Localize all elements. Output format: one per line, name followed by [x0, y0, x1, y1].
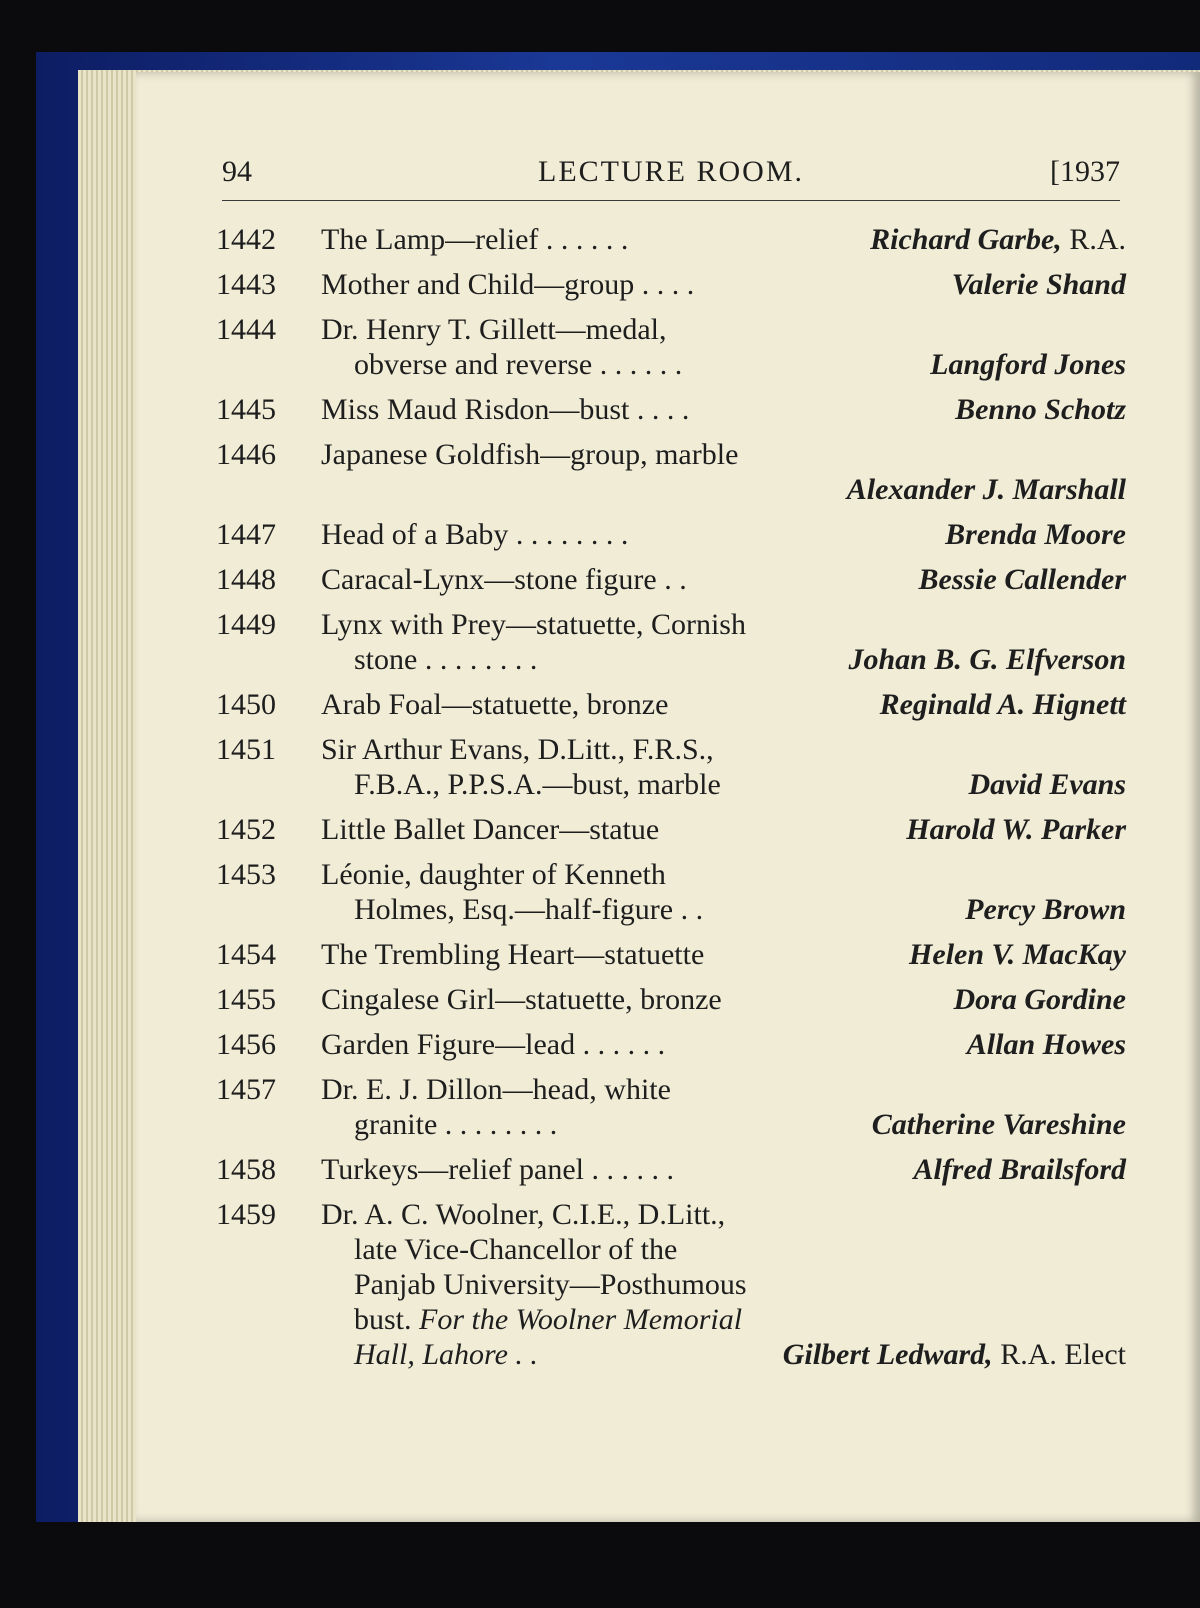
catalogue-entry: [216, 562, 1126, 597]
entry-number: 1445: [216, 393, 276, 426]
entry-number: 1448: [216, 563, 276, 596]
entry-artist: Alfred Brailsford: [913, 1153, 1126, 1186]
entry-title: stone . . . . . . . .: [354, 643, 538, 676]
entry-title: Dr. Henry T. Gillett—medal,: [321, 313, 667, 346]
entry-title: Cingalese Girl—statuette, bronze: [321, 983, 722, 1016]
entry-number: 1446: [216, 438, 276, 471]
entry-artist: Alexander J. Marshall: [846, 473, 1126, 506]
entry-artist: Richard Garbe, R.A.: [870, 223, 1126, 256]
entry-line: [354, 347, 1126, 382]
entry-artist: Valerie Shand: [951, 268, 1126, 301]
entry-title: Holmes, Esq.—half-figure . .: [354, 893, 704, 926]
entry-line: [321, 687, 1126, 722]
entry-title: Dr. E. J. Dillon—head, white: [321, 1073, 671, 1106]
entry-number: 1443: [216, 268, 276, 301]
entry-artist: Johan B. G. Elfverson: [848, 643, 1126, 676]
entry-title: F.B.A., P.P.S.A.—bust, marble: [354, 768, 721, 801]
entry-number: 1459: [216, 1198, 276, 1231]
entry-line: [321, 222, 1126, 257]
running-head: [222, 150, 1120, 194]
entry-title: Head of a Baby . . . . . . . .: [321, 518, 629, 551]
entry-line: [321, 607, 1126, 642]
entry-number: 1456: [216, 1028, 276, 1061]
entry-title: Japanese Goldfish—group, marble: [321, 438, 739, 471]
entry-number: 1442: [216, 223, 276, 256]
entry-artist: David Evans: [968, 768, 1126, 801]
entry-line: [354, 1232, 1126, 1267]
entry-line: [354, 472, 1126, 507]
entry-artist: Langford Jones: [930, 348, 1126, 381]
entry-line: [354, 767, 1126, 802]
entry-title: granite . . . . . . . .: [354, 1108, 558, 1141]
catalogue-entry: [216, 982, 1126, 1017]
entry-line: [321, 562, 1126, 597]
entry-number: 1449: [216, 608, 276, 641]
entry-line: [354, 892, 1126, 927]
entry-title: Sir Arthur Evans, D.Litt., F.R.S.,: [321, 733, 714, 766]
catalogue-entry: [216, 222, 1126, 257]
entry-artist: Allan Howes: [966, 1028, 1126, 1061]
entry-line: [321, 1027, 1126, 1062]
year-marker: [1937: [1050, 155, 1120, 188]
entry-title: Turkeys—relief panel . . . . . .: [321, 1153, 674, 1186]
catalogue-entry: [216, 1197, 1126, 1372]
header-rule: [222, 200, 1120, 201]
entry-title: Lynx with Prey—statuette, Cornish: [321, 608, 746, 641]
catalogue-entry: [216, 937, 1126, 972]
entry-line: [321, 1197, 1126, 1232]
entry-title: bust. For the Woolner Memorial: [354, 1303, 743, 1336]
entry-number: 1458: [216, 1153, 276, 1186]
entry-number: 1450: [216, 688, 276, 721]
entry-number: 1455: [216, 983, 276, 1016]
entry-line: [321, 857, 1126, 892]
entry-line: [354, 1302, 1126, 1337]
catalogue-entry: [216, 607, 1126, 677]
entry-title: Little Ballet Dancer—statue: [321, 813, 660, 846]
entry-line: [321, 392, 1126, 427]
entry-artist: Bessie Callender: [918, 563, 1126, 596]
entry-line: [321, 517, 1126, 552]
entry-line: [354, 1107, 1126, 1142]
entry-title: Léonie, daughter of Kenneth: [321, 858, 666, 891]
entry-title: Dr. A. C. Woolner, C.I.E., D.Litt.,: [321, 1198, 726, 1231]
catalogue-entry: [216, 1152, 1126, 1187]
entry-line: [321, 982, 1126, 1017]
catalogue-entry: [216, 732, 1126, 802]
entry-line: [354, 1267, 1126, 1302]
catalogue-entry: [216, 857, 1126, 927]
entry-line: [321, 732, 1126, 767]
entry-line: [321, 437, 1126, 472]
catalogue-entry: [216, 1027, 1126, 1062]
entry-title: Miss Maud Risdon—bust . . . .: [321, 393, 690, 426]
book-page: [136, 72, 1200, 1522]
entry-line: [321, 312, 1126, 347]
entry-line: [321, 937, 1126, 972]
entry-artist: Reginald A. Hignett: [879, 688, 1126, 721]
entry-title: late Vice-Chancellor of the: [354, 1233, 678, 1266]
entry-number: 1447: [216, 518, 276, 551]
catalogue-list: [216, 222, 1126, 1382]
entry-artist: Catherine Vareshine: [871, 1108, 1126, 1141]
entry-title: Mother and Child—group . . . .: [321, 268, 695, 301]
entry-title: Caracal-Lynx—stone figure . .: [321, 563, 687, 596]
entry-italic-text: For the Woolner Memorial: [419, 1303, 743, 1336]
entry-italic-text: Hall, Lahore . .: [354, 1338, 538, 1371]
entry-title: Garden Figure—lead . . . . . .: [321, 1028, 666, 1061]
entry-number: 1451: [216, 733, 276, 766]
catalogue-entry: [216, 1072, 1126, 1142]
entry-number: 1453: [216, 858, 276, 891]
entry-title: Panjab University—Posthumous: [354, 1268, 747, 1301]
catalogue-entry: [216, 392, 1126, 427]
page-number: 94: [222, 155, 252, 188]
artist-suffix: R.A.: [1061, 223, 1126, 256]
entry-line: [321, 1072, 1126, 1107]
entry-number: 1457: [216, 1073, 276, 1106]
entry-title: The Trembling Heart—statuette: [321, 938, 705, 971]
catalogue-entry: [216, 312, 1126, 382]
catalogue-entry: [216, 267, 1126, 302]
entry-title: Arab Foal—statuette, bronze: [321, 688, 669, 721]
entry-line: [321, 267, 1126, 302]
entry-artist: Gilbert Ledward, R.A. Elect: [782, 1338, 1126, 1371]
catalogue-entry: [216, 812, 1126, 847]
entry-artist: Benno Schotz: [955, 393, 1126, 426]
entry-line: [321, 1152, 1126, 1187]
entry-number: 1454: [216, 938, 276, 971]
entry-title: [354, 1337, 538, 1372]
entry-title: obverse and reverse . . . . . .: [354, 348, 683, 381]
entry-number: 1444: [216, 313, 276, 346]
artist-suffix: R.A. Elect: [992, 1338, 1126, 1371]
catalogue-entry: [216, 687, 1126, 722]
entry-line: [321, 812, 1126, 847]
entry-title: The Lamp—relief . . . . . .: [321, 223, 629, 256]
entry-artist: Helen V. MacKay: [909, 938, 1126, 971]
entry-artist: Brenda Moore: [945, 518, 1126, 551]
entry-line: [354, 1337, 1126, 1372]
entry-artist: Percy Brown: [965, 893, 1126, 926]
entry-artist: Dora Gordine: [953, 983, 1126, 1016]
entry-line: [354, 642, 1126, 677]
catalogue-entry: [216, 437, 1126, 507]
entry-artist: Harold W. Parker: [906, 813, 1126, 846]
catalogue-entry: [216, 517, 1126, 552]
page-title: LECTURE ROOM.: [538, 155, 804, 188]
entry-number: 1452: [216, 813, 276, 846]
